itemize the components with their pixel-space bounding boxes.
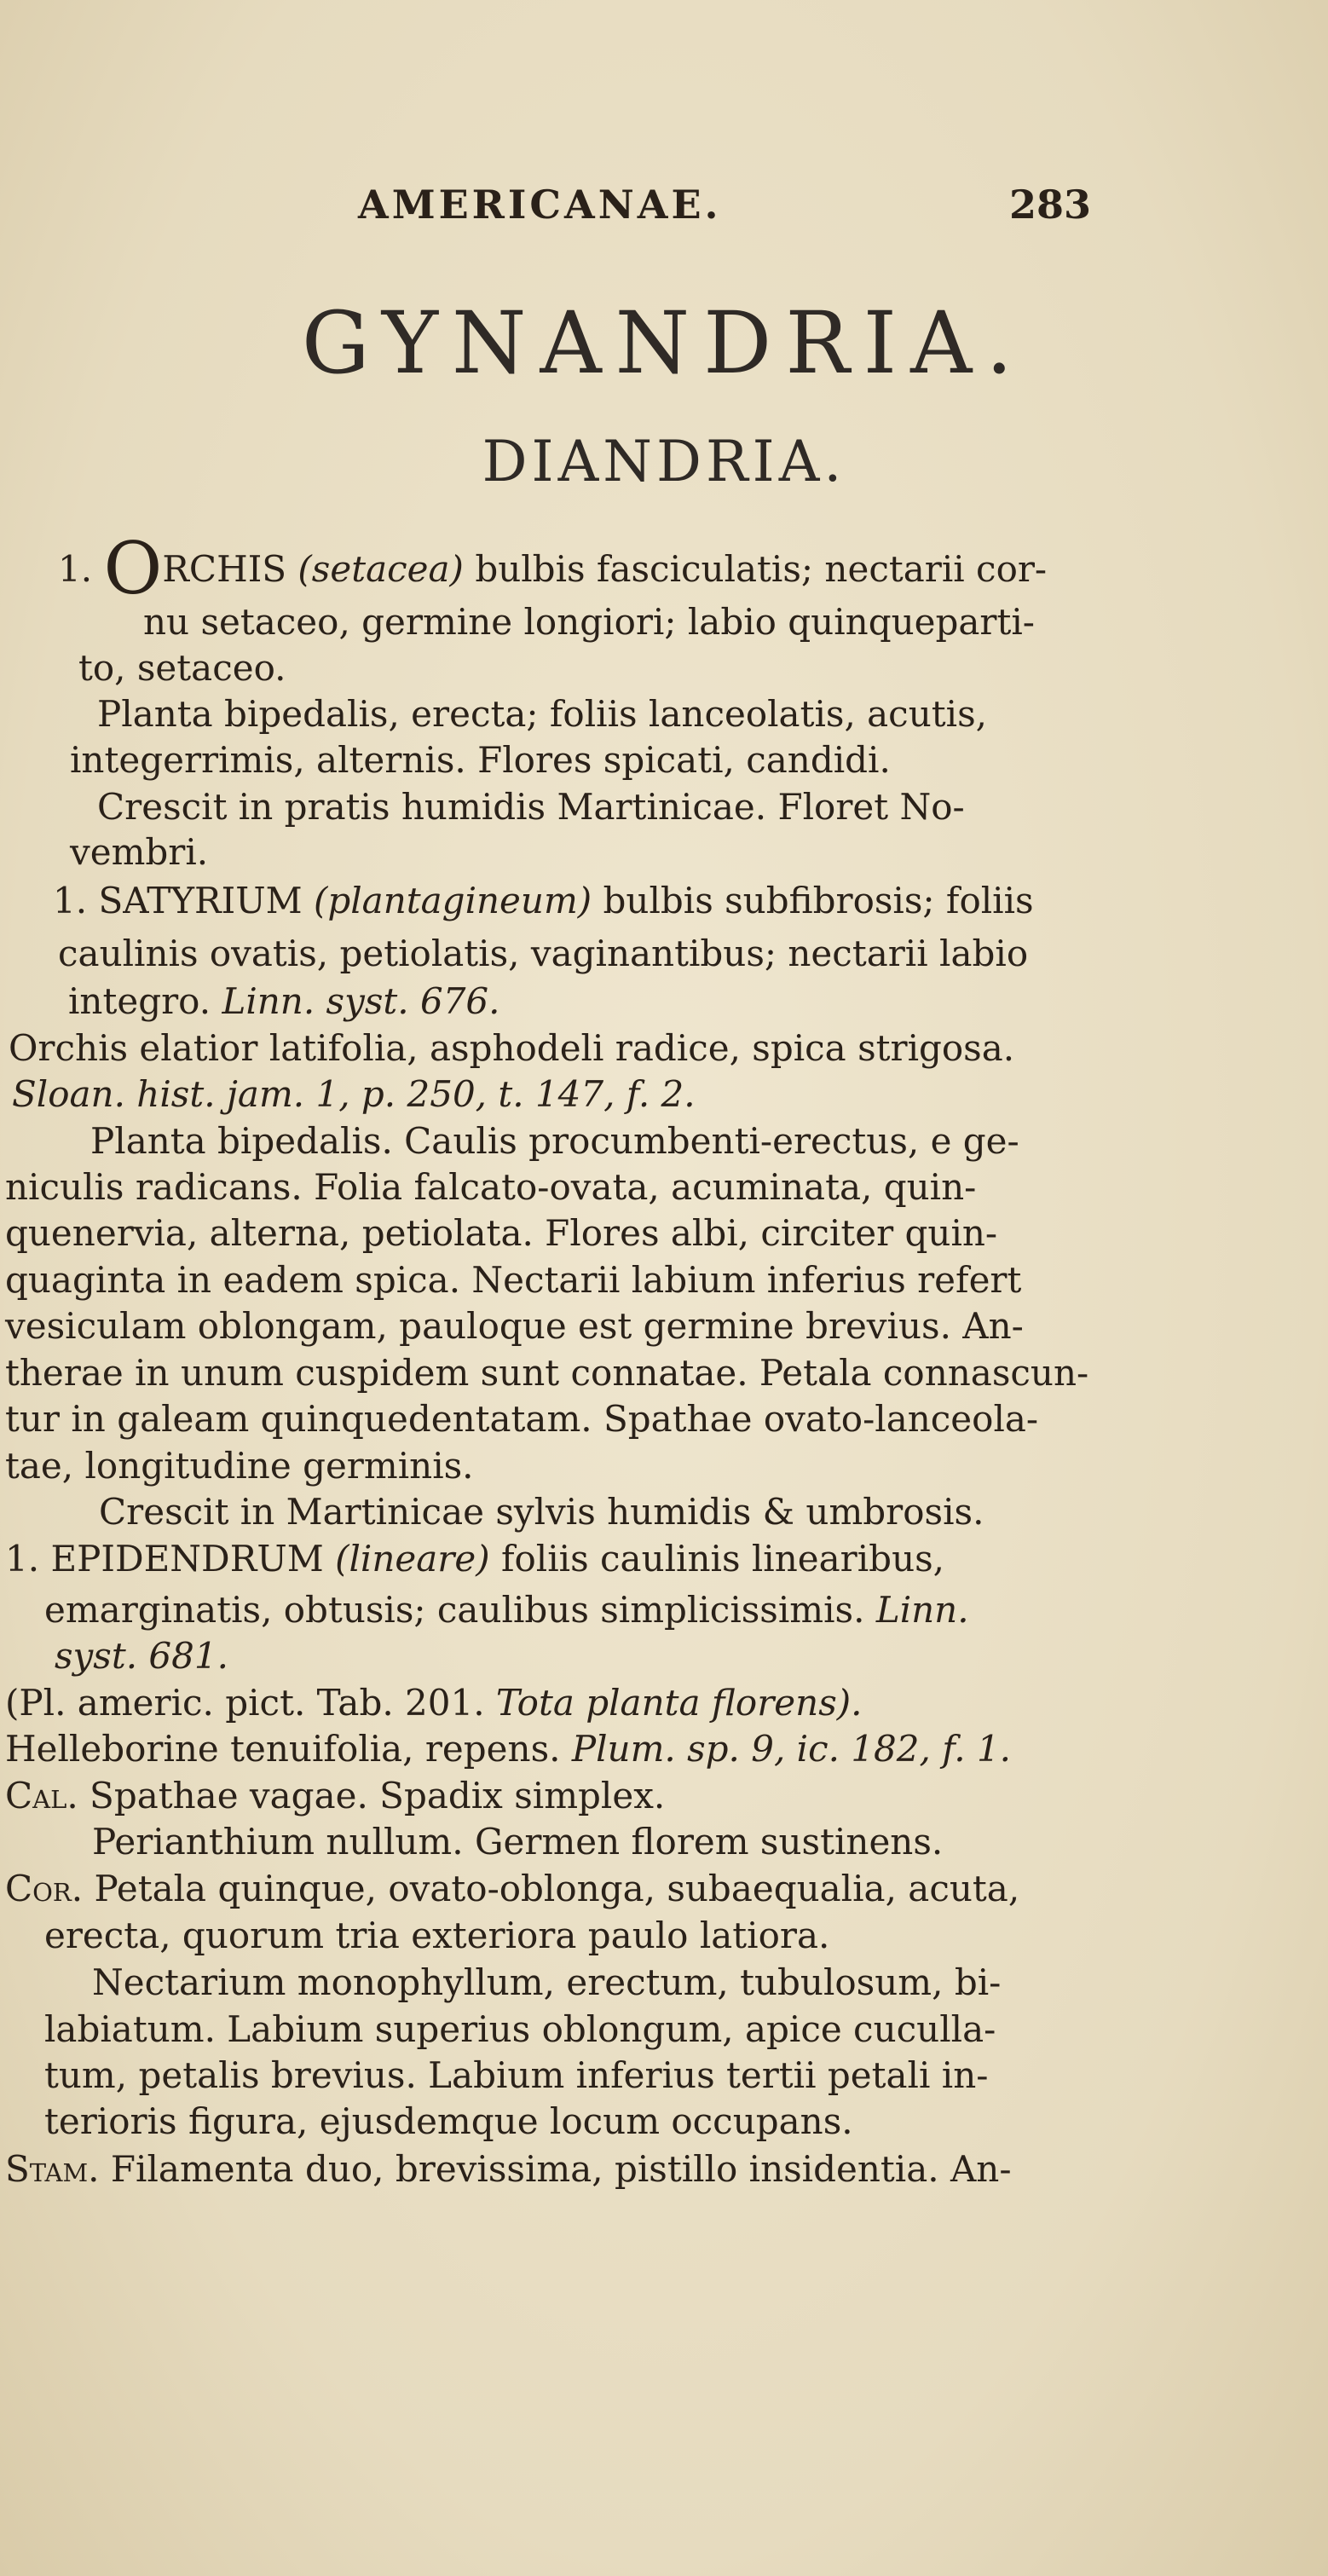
text-line: caulinis ovatis, petiolatis, vaginantibus; nectarii labio [58, 933, 1029, 974]
text-line: Planta bipedalis. Caulis procumbenti-erectus, e ge- [90, 1120, 1019, 1162]
orchis-heading-line [58, 527, 1048, 610]
text-line: integerrimis, alternis. Flores spicati, candidi. [70, 739, 891, 781]
order-title: DIANDRIA. [482, 429, 846, 494]
text-line: Nectarium monophyllum, erectum, tubulosum, bi- [92, 1961, 1002, 2003]
species-name: (setacea) [297, 548, 464, 590]
text-line: tur in galeam quinquedentatam. Spathae ovato-lanceola- [5, 1398, 1039, 1440]
citation-line: syst. 681. [55, 1635, 228, 1677]
diagnosis-text: foliis caulinis linearibus, [500, 1538, 945, 1580]
reference-line [68, 979, 500, 1025]
text-span: Filamenta duo, brevissima, pistillo insidentia. An- [110, 2148, 1012, 2190]
reference-line [5, 1680, 862, 1726]
text-line: tum, petalis brevius. Labium inferius tertii petali in- [44, 2054, 989, 2096]
diagnosis-text: bulbis subfibrosis; foliis [603, 880, 1034, 921]
entry-number: 1. [58, 548, 93, 590]
text-line: erecta, quorum tria exteriora paulo latiora. [44, 1915, 830, 1956]
text-line: Planta bipedalis, erecta; foliis lanceolatis, acutis, [97, 693, 987, 735]
text-line: quenervia, alterna, petiolata. Flores albi, circiter quin- [5, 1212, 998, 1254]
text-line: tae, longitudine germinis. [5, 1445, 474, 1487]
running-head-title: AMERICANAE. [358, 182, 722, 228]
section-label: Stam. [5, 2148, 100, 2190]
text-line: quaginta in eadem spica. Nectarii labium inferius refert [5, 1259, 1022, 1301]
citation: Tota planta florens). [495, 1682, 863, 1724]
text-line: vesiculam oblongam, pauloque est germine brevius. An- [5, 1305, 1024, 1347]
citation-line: Sloan. hist. jam. 1, p. 250, t. 147, f. 2. [12, 1073, 696, 1115]
genus-name: RCHIS [162, 548, 287, 590]
citation: Plum. sp. 9, ic. 182, f. 1. [571, 1728, 1012, 1770]
corolla-line [5, 1866, 1019, 1912]
reference-line [44, 1587, 969, 1633]
diagnosis-text: bulbis fasciculatis; nectarii cor- [475, 548, 1048, 590]
text-span: Petala quinque, ovato-oblonga, subaequalia, acuta, [94, 1868, 1020, 1909]
text-line: to, setaceo. [78, 647, 286, 689]
stamens-line [5, 2146, 1012, 2192]
text-span: Helleborine tenuifolia, repens. [5, 1728, 561, 1770]
text-span: (Pl. americ. pict. Tab. 201. [5, 1682, 485, 1724]
class-title: GYNANDRIA. [301, 293, 1027, 393]
entry-number: 1. [5, 1538, 40, 1580]
entry-number: 1. [53, 880, 88, 921]
page-number: 283 [1008, 182, 1091, 228]
epidendrum-heading-line [5, 1536, 944, 1582]
genus-name: EPIDENDRUM [50, 1538, 324, 1580]
text-line: therae in unum cuspidem sunt connatae. Petala connascun- [5, 1352, 1089, 1394]
text-line: terioris figura, ejusdemque locum occupans. [44, 2100, 853, 2142]
text-line: nu setaceo, germine longiori; labio quinqueparti- [143, 601, 1036, 643]
citation: Linn. [875, 1589, 969, 1631]
species-name: (lineare) [335, 1538, 490, 1580]
section-label: Cal. [5, 1775, 78, 1816]
text-line: labiatum. Labium superius oblongum, apice cuculla- [44, 2008, 996, 2050]
text-line: niculis radicans. Folia falcato-ovata, acuminata, quin- [5, 1166, 977, 1208]
text-line: Crescit in Martinicae sylvis humidis & umbrosis. [99, 1491, 984, 1533]
citation: Linn. syst. 676. [222, 980, 500, 1022]
synonym-line: Orchis elatior latifolia, asphodeli radice, spica strigosa. [9, 1027, 1015, 1069]
genus-name: SATYRIUM [98, 880, 303, 921]
calyx-line [5, 1773, 665, 1819]
satyrium-heading-line [53, 878, 1034, 924]
section-label: Cor. [5, 1868, 84, 1909]
drop-initial: O [103, 527, 163, 610]
text-line: vembri. [70, 831, 209, 873]
text-span: emarginatis, obtusis; caulibus simplicissimis. [44, 1589, 865, 1631]
text-span: Spathae vagae. Spadix simplex. [89, 1775, 666, 1816]
text-line: Crescit in pratis humidis Martinicae. Floret No- [97, 786, 965, 828]
species-name: (plantagineum) [313, 880, 592, 921]
synonym-line [5, 1726, 1011, 1772]
text-span: integro. [68, 980, 211, 1022]
text-line: Perianthium nullum. Germen florem sustinens. [92, 1821, 944, 1863]
